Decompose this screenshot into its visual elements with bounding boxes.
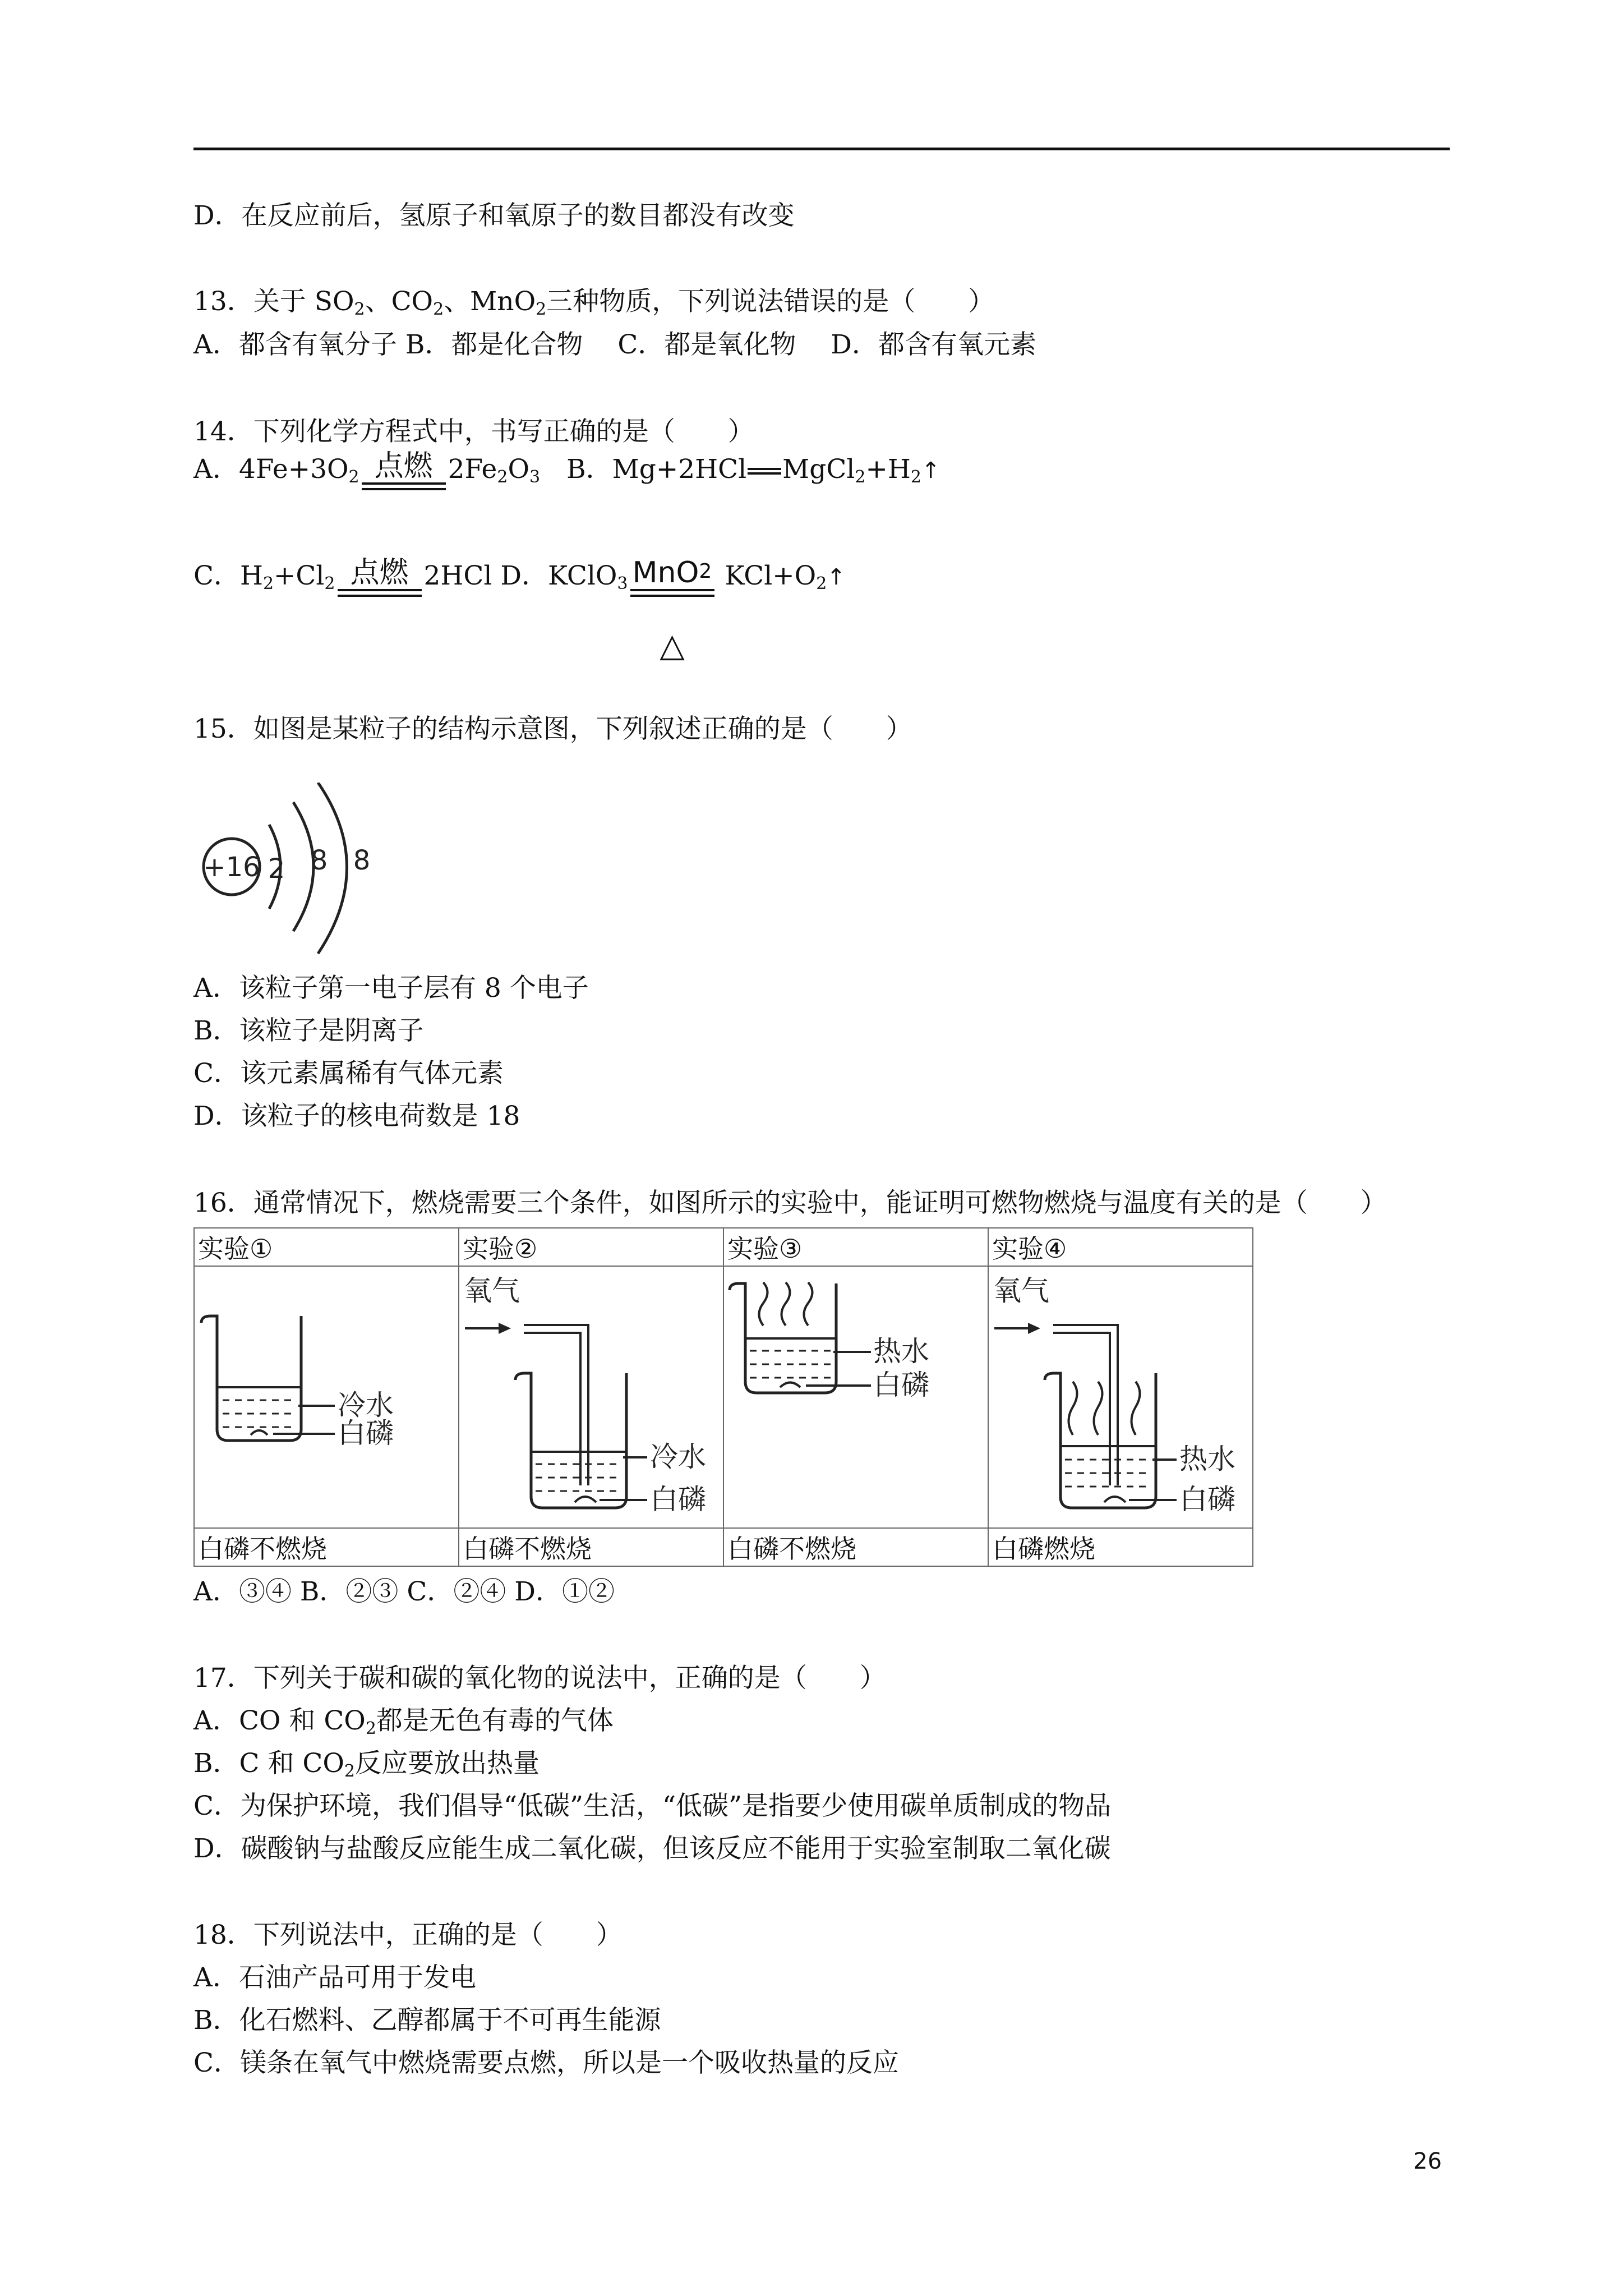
oxygen-tube-4	[1053, 1325, 1118, 1485]
q17-stem: 17．下列关于碳和碳的氧化物的说法中，正确的是（ ）	[193, 1663, 886, 1694]
q18-option-a: A．石油产品可用于发电	[193, 1962, 476, 1993]
atomic-structure-diagram	[193, 783, 384, 962]
white-phosphorus-2	[575, 1497, 596, 1502]
shell-3-electrons: 8	[353, 845, 371, 876]
oxygen-arrow-4	[1028, 1323, 1040, 1334]
nucleus-charge: +16	[203, 852, 260, 883]
hot-water-label-3: 热水	[873, 1335, 929, 1368]
oxygen-label-2: 氧气	[464, 1274, 520, 1307]
q15-option-d: D．该粒子的核电荷数是 18	[193, 1101, 520, 1131]
white-phosphorus-label-4: 白磷	[1179, 1483, 1235, 1516]
q13-options: A．都含有氧分子 B．都是化合物 C．都是氧化物 D．都含有氧元素	[193, 329, 1036, 360]
q17-option-c: C．为保护环境，我们倡导“低碳”生活，“低碳”是指要少使用碳单质制成的物品	[193, 1791, 1112, 1821]
q14-options-ab: A．$4Fe+3O_2$ 点燃 $2Fe_2O_3$ B．Mg+2HCl $MgCl_2+H_2↑$	[193, 449, 940, 498]
q16-stem: 16．通常情况下，燃烧需要三个条件，如图所示的实验中，能证明可燃物燃烧与温度有关的是（ ）	[193, 1188, 1387, 1218]
white-phosphorus-label-3: 白磷	[873, 1369, 929, 1401]
cold-water-label-1: 冷水	[338, 1389, 394, 1421]
q14-a-condition: 点燃	[362, 450, 446, 498]
experiment-4-result: 白磷燃烧	[988, 1528, 1253, 1566]
experiment-3-result: 白磷不燃烧	[723, 1528, 988, 1566]
experiment-1-header: 实验①	[194, 1228, 459, 1266]
white-phosphorus-3	[780, 1383, 800, 1388]
experiment-table	[193, 1227, 1253, 1567]
q15-option-a: A．该粒子第一电子层有 8 个电子	[193, 973, 589, 1004]
q18-stem: 18．下列说法中，正确的是（ ）	[193, 1920, 623, 1950]
q17-option-d: D．碳酸钠与盐酸反应能生成二氧化碳，但该反应不能用于实验室制取二氧化碳	[193, 1833, 1111, 1864]
q15-stem: 15．如图是某粒子的结构示意图，下列叙述正确的是（ ）	[193, 714, 912, 744]
q18-option-b: B．化石燃料、乙醇都属于不可再生能源	[193, 2005, 661, 2036]
experiment-3-figure	[723, 1266, 988, 1528]
steam-4	[1069, 1382, 1140, 1435]
q16-options: A．③④ B．②③ C．②④ D．①②	[193, 1576, 615, 1607]
experiment-2-figure	[459, 1266, 723, 1528]
experiment-3-header: 实验③	[723, 1228, 988, 1266]
oxygen-tube-2	[524, 1325, 588, 1485]
shell-2-electrons: 8	[310, 845, 328, 876]
hot-water-label-4: 热水	[1179, 1443, 1235, 1475]
q17-option-b: B．C 和 $CO_2$反应要放出热量	[193, 1748, 540, 1781]
experiment-2-header: 实验②	[459, 1228, 723, 1266]
q14-d-condition: MnO$_2$ △	[630, 555, 714, 605]
q14-stem: 14．下列化学方程式中，书写正确的是（ ）	[193, 416, 754, 447]
beaker-1	[201, 1316, 301, 1441]
beaker-2	[515, 1373, 626, 1508]
white-phosphorus-label-1: 白磷	[338, 1417, 394, 1450]
q14-c-condition: 点燃	[338, 556, 422, 605]
cold-water-label-2: 冷水	[650, 1441, 706, 1473]
experiment-1-figure	[194, 1266, 459, 1528]
q14-b-equals	[748, 468, 781, 475]
q14-options-cd: C．$H_2+Cl_2$ 点燃 2HCl D．KClO$_3$ MnO$_2$ △ $KCl+O_2↑$	[193, 556, 846, 664]
steam-3	[759, 1282, 813, 1326]
q13-stem: 13．关于 $SO_2$、$CO_2$、MnO$_2$三种物质，下列说法错误的是（ ）	[193, 286, 995, 319]
q15-option-b: B．该粒子是阴离子	[193, 1015, 424, 1046]
white-phosphorus-label-2: 白磷	[650, 1483, 706, 1516]
q17-option-a: A．CO 和 $CO_2$都是无色有毒的气体	[193, 1705, 614, 1738]
white-phosphorus-4	[1104, 1497, 1126, 1502]
white-phosphorus-1	[251, 1430, 268, 1435]
oxygen-arrow-2	[499, 1323, 511, 1334]
experiment-4-figure	[988, 1266, 1253, 1528]
header-rule	[193, 148, 1450, 150]
oxygen-label-4: 氧气	[993, 1274, 1049, 1307]
q15-option-c: C．该元素属稀有气体元素	[193, 1058, 504, 1089]
q12-option-d: D．在反应前后，氢原子和氧原子的数目都没有改变	[193, 200, 795, 231]
shell-1-electrons: 2	[268, 853, 285, 885]
q18-option-c: C．镁条在氧气中燃烧需要点燃，所以是一个吸收热量的反应	[193, 2047, 899, 2078]
page-number: 26	[1413, 2148, 1442, 2174]
experiment-2-result: 白磷不燃烧	[459, 1528, 723, 1566]
experiment-1-result: 白磷不燃烧	[194, 1528, 459, 1566]
experiment-4-header: 实验④	[988, 1228, 1253, 1266]
